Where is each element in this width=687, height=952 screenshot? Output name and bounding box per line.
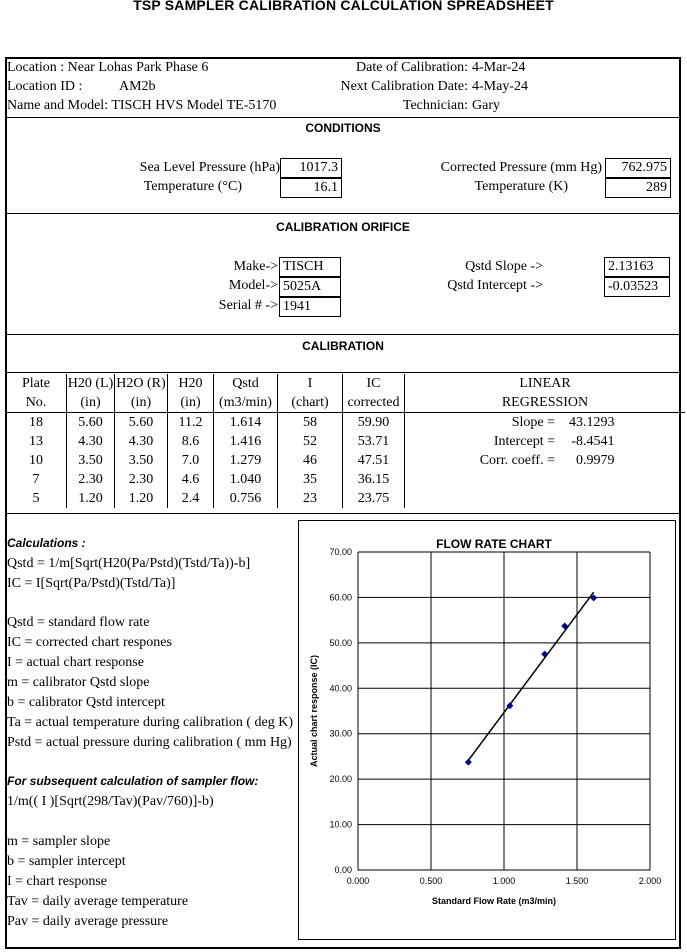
cell: 5.60 — [67, 413, 115, 433]
y-tick-label: 0.00 — [334, 865, 352, 875]
definition-line: Ta = actual temperature during calibration ( deg K) — [7, 715, 294, 730]
regression-intercept — [405, 432, 686, 451]
definition-line: Tav = daily average temperature — [7, 894, 189, 909]
regression-subtitle: REGRESSION — [405, 393, 686, 413]
technician-value: Gary — [472, 98, 500, 113]
table-row — [6, 432, 685, 451]
definition-line: Pstd = actual pressure during calibration ( mm Hg) — [7, 735, 292, 750]
sea-level-pressure-value: 1017.3 — [280, 158, 342, 178]
regression-title: LINEAR — [519, 376, 571, 391]
temperature-c-label: Temperature (°C) — [143, 179, 242, 194]
cell: 1.614 — [214, 413, 278, 433]
table-header-row — [6, 393, 685, 413]
cell: 13 — [6, 432, 67, 451]
cell: 1.20 — [115, 489, 168, 508]
cell: 36.15 — [343, 470, 405, 489]
cell: 1.279 — [214, 451, 278, 470]
cell: 10 — [6, 451, 67, 470]
location-id-label: Location ID : — [7, 79, 83, 94]
qstd-intercept-label: Qstd Intercept -> — [447, 278, 543, 293]
next-date-value: 4-May-24 — [472, 79, 528, 94]
cell: 53.71 — [343, 432, 405, 451]
regression-slope-label: Slope = — [511, 415, 555, 430]
cell: 1.416 — [214, 432, 278, 451]
column-unit: (in) — [67, 393, 115, 413]
definition-line: Pav = daily average pressure — [7, 914, 169, 929]
divider — [5, 213, 681, 214]
table-row — [6, 451, 685, 470]
cell: 47.51 — [343, 451, 405, 470]
regression-slope-value: 43.1293 — [569, 415, 615, 430]
column-unit: (chart) — [278, 393, 343, 413]
cell: 46 — [278, 451, 343, 470]
regression-corr-value: 0.9979 — [576, 453, 615, 468]
cell: 59.90 — [343, 413, 405, 433]
definition-line: IC = corrected chart respones — [7, 635, 172, 650]
formula-ic: IC = I[Sqrt(Pa/Pstd)(Tstd/Ta)] — [7, 576, 176, 591]
x-tick-label: 0.000 — [346, 876, 370, 886]
column-unit: (in) — [115, 393, 168, 413]
column-unit: No. — [6, 393, 67, 413]
make-value: TISCH — [279, 257, 341, 277]
temperature-k-value: 289 — [605, 178, 671, 198]
cell: 2.30 — [115, 470, 168, 489]
divider — [5, 513, 681, 514]
model-label: Model-> — [228, 278, 278, 293]
cell: 0.756 — [214, 489, 278, 508]
page-title: TSP SAMPLER CALIBRATION CALCULATION SPREADSHEET — [133, 0, 554, 13]
data-point — [541, 651, 548, 658]
cell: 7.0 — [168, 451, 214, 470]
x-tick-label: 1.500 — [565, 876, 589, 886]
column-header: H20 (L) — [67, 376, 114, 391]
column-unit: (in) — [168, 393, 214, 413]
divider — [5, 334, 681, 335]
cell: 4.6 — [168, 470, 214, 489]
location: Location : Near Lohas Park Phase 6 — [7, 60, 209, 75]
calculations-heading: Calculations : — [7, 536, 86, 550]
formula-qstd: Qstd = 1/m[Sqrt(H20(Pa/Pstd)(Tstd/Ta))-b] — [7, 556, 251, 571]
column-header: H20 — [168, 374, 214, 393]
cell: 3.50 — [67, 451, 115, 470]
subsequent-heading: For subsequent calculation of sampler flow: — [7, 774, 259, 788]
regression-intercept-label: Intercept = — [493, 434, 555, 449]
cell: 1.20 — [67, 489, 115, 508]
y-tick-label: 10.00 — [329, 819, 352, 830]
column-header: H2O (R) — [116, 376, 166, 391]
calibration-title: CALIBRATION — [302, 339, 384, 353]
cell: 8.6 — [168, 432, 214, 451]
cell: 23.75 — [343, 489, 405, 508]
definition-line: m = sampler slope — [7, 834, 111, 849]
cell: 5 — [6, 489, 67, 508]
divider — [5, 372, 681, 373]
table-row — [6, 413, 685, 433]
regression-corr-label: Corr. coeff. = — [479, 453, 555, 468]
y-tick-label: 40.00 — [329, 683, 352, 694]
trendline — [468, 592, 593, 760]
orifice-title: CALIBRATION ORIFICE — [276, 220, 410, 234]
table-header-row — [6, 374, 685, 393]
empty-cell — [405, 470, 686, 489]
temperature-c-value: 16.1 — [280, 178, 342, 198]
corrected-pressure-value: 762.975 — [605, 158, 671, 178]
cell: 11.2 — [168, 413, 214, 433]
sea-level-pressure-label: Sea Level Pressure (hPa) — [139, 160, 280, 175]
name-model: Name and Model: TISCH HVS Model TE-5170 — [7, 98, 277, 113]
table-row — [6, 470, 685, 489]
sampler-formula: 1/m(( I )[Sqrt(298/Tav)(Pav/760)]-b) — [7, 794, 214, 809]
definition-line: Qstd = standard flow rate — [7, 615, 150, 630]
regression-slope — [405, 413, 686, 433]
cell: 2.30 — [67, 470, 115, 489]
y-tick-label: 60.00 — [329, 592, 352, 603]
column-unit: (m3/min) — [214, 393, 278, 413]
cell: 7 — [6, 470, 67, 489]
next-date-label: Next Calibration Date: — [340, 79, 468, 94]
y-tick-label: 70.00 — [329, 547, 352, 557]
column-header: IC — [343, 374, 405, 393]
date-value: 4-Mar-24 — [472, 60, 526, 75]
qstd-slope-value: 2.13163 — [604, 257, 670, 277]
calibration-table — [6, 374, 685, 508]
cell: 58 — [278, 413, 343, 433]
conditions-title: CONDITIONS — [305, 121, 381, 135]
cell: 35 — [278, 470, 343, 489]
empty-cell — [405, 489, 686, 508]
y-axis-label: Actual chart response (IC) — [309, 654, 319, 768]
column-header: Plate — [6, 374, 67, 393]
qstd-intercept-value: -0.03523 — [604, 277, 670, 297]
date-label: Date of Calibration: — [356, 60, 468, 75]
cell: 1.040 — [214, 470, 278, 489]
x-axis-label: Standard Flow Rate (m3/min) — [431, 896, 557, 906]
cell: 18 — [6, 413, 67, 433]
qstd-slope-label: Qstd Slope -> — [465, 259, 543, 274]
table-row — [6, 489, 685, 508]
corrected-pressure-label: Corrected Pressure (mm Hg) — [440, 160, 602, 175]
cell: 23 — [278, 489, 343, 508]
cell: 52 — [278, 432, 343, 451]
definition-line: I = actual chart response — [7, 655, 144, 670]
flow-rate-chart — [298, 520, 676, 940]
y-tick-label: 20.00 — [329, 774, 352, 785]
column-header: Qstd — [214, 374, 278, 393]
cell: 4.30 — [115, 432, 168, 451]
regression-intercept-value: -8.4541 — [571, 434, 615, 449]
regression-corr — [405, 451, 686, 470]
definition-line: b = sampler intercept — [7, 854, 126, 869]
cell: 5.60 — [115, 413, 168, 433]
column-header: I — [278, 374, 343, 393]
cell: 4.30 — [67, 432, 115, 451]
y-tick-label: 50.00 — [329, 637, 352, 648]
divider — [5, 117, 681, 118]
location-id-value: AM2b — [119, 79, 156, 94]
model-value: 5025A — [279, 277, 341, 297]
data-point — [465, 759, 472, 766]
y-tick-label: 30.00 — [329, 728, 352, 739]
make-label: Make-> — [233, 259, 278, 274]
x-tick-label: 0.500 — [419, 876, 443, 886]
column-unit: corrected — [343, 393, 405, 413]
x-tick-label: 2.000 — [638, 876, 662, 886]
cell: 3.50 — [115, 451, 168, 470]
serial-value: 1941 — [279, 297, 341, 317]
technician-label: Technician: — [402, 98, 468, 113]
temperature-k-label: Temperature (K) — [474, 179, 568, 194]
chart-title: FLOW RATE CHART — [436, 537, 552, 551]
cell: 2.4 — [168, 489, 214, 508]
definition-line: m = calibrator Qstd slope — [7, 675, 150, 690]
serial-label: Serial # -> — [218, 298, 278, 313]
x-tick-label: 1.000 — [492, 876, 516, 886]
definition-line: b = calibrator Qstd intercept — [7, 695, 165, 710]
definition-line: I = chart response — [7, 874, 108, 889]
